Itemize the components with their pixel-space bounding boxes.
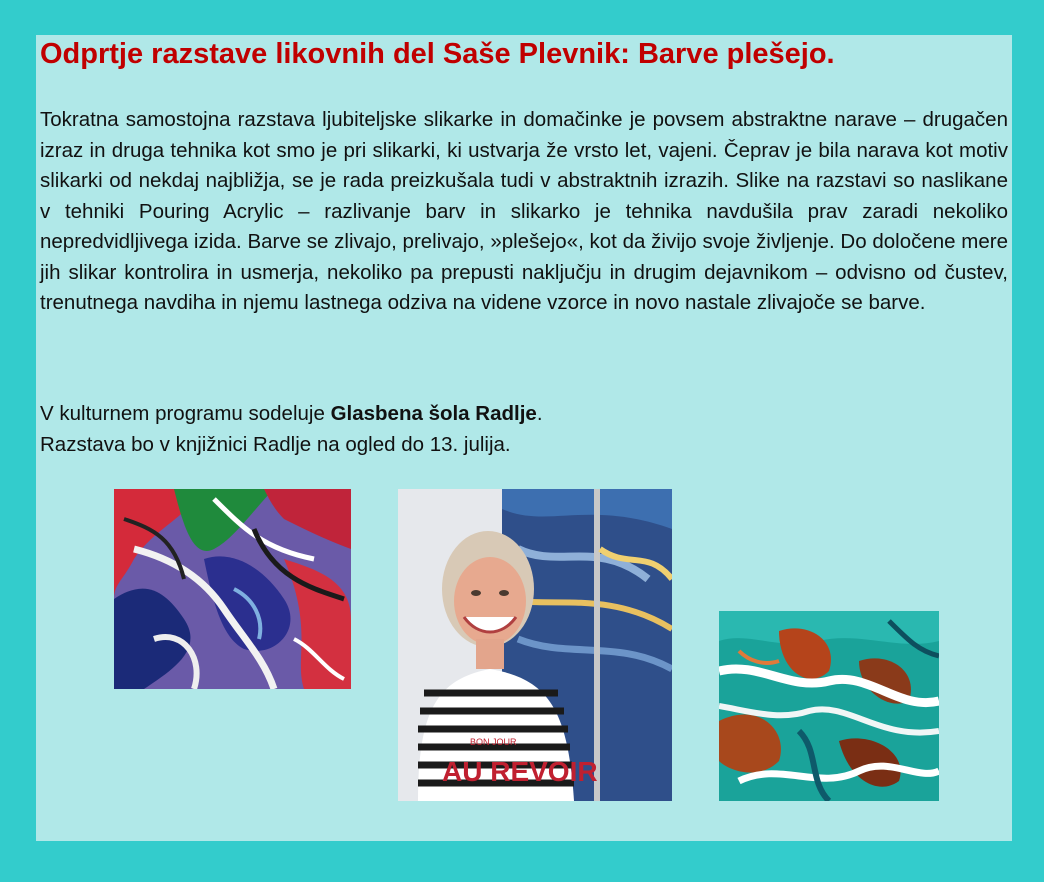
artist-portrait-photo <box>398 489 672 801</box>
article-title: Odprtje razstave likovnih del Saše Plevnik: Barve plešejo. <box>40 38 835 70</box>
shirt-text-small: BON JOUR <box>470 737 517 747</box>
program-line <box>40 399 1008 430</box>
shirt-text-large: AU REVOIR <box>442 756 598 787</box>
article-panel <box>36 35 1012 841</box>
program-prefix: V kulturnem programu sodeluje <box>40 402 331 425</box>
abstract-painting-photo-1 <box>114 489 351 689</box>
program-suffix: . <box>536 402 543 425</box>
exhibition-note: Razstava bo v knjižnici Radlje na ogled do 13. julija. <box>40 432 511 456</box>
abstract-painting-photo-2 <box>719 611 939 801</box>
program-info <box>40 399 1008 460</box>
program-name: Glasbena šola Radlje <box>330 402 537 425</box>
article-paragraph: Tokratna samostojna razstava ljubiteljske slikarke in domačinke je povsem abstraktne narave – drugačen izraz in druga tehnika kot smo je pri slikarki, ki ustvarja že vrsto let, vajeni. Čeprav je bila narava kot motiv slikarki od nekdaj najbližja, se je rada preizkušala tudi v abstraktnih izrazih. Slike na razstavi so naslikane v tehniki Pouring Acrylic – razlivanje barv in slikarko je tehnika navdušila prav zaradi nekoliko nepredvidljivega izida. Barve se zlivajo, prelivajo, »plešejo«, kot da živijo svoje življenje. Do določene mere jih slikar kontrolira in usmerja, nekoliko pa prepusti naključju in drugim dejavnikom – odvisno od čustev, trenutnega navdiha in njemu lastnega odziva na videne vzorce in novo nastale zlivajoče se barve. <box>40 108 1008 314</box>
